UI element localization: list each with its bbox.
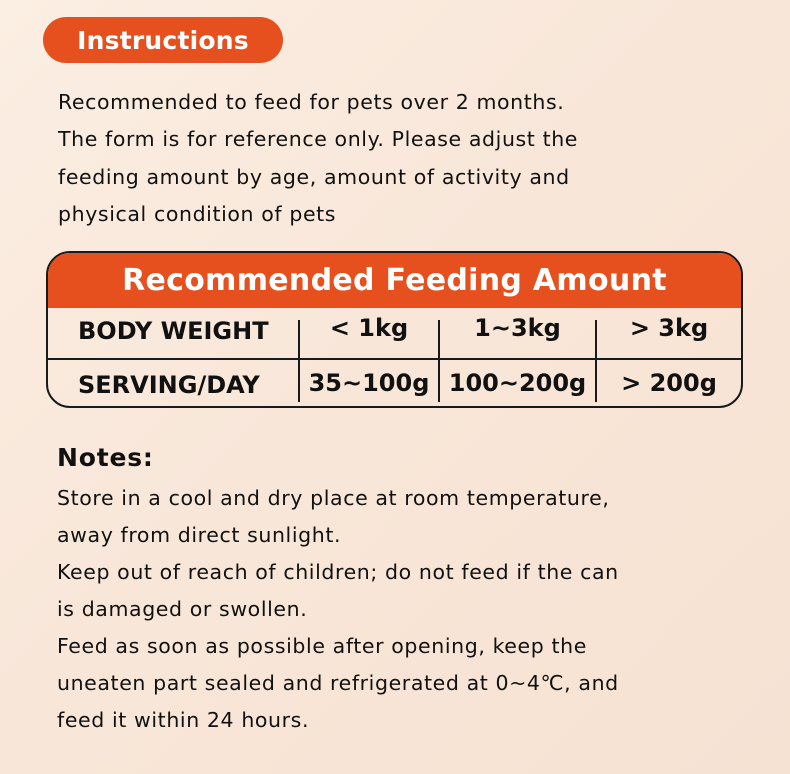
cell-value: 35~100g (308, 369, 430, 397)
notes-line: Feed as soon as possible after opening, keep the (57, 634, 587, 658)
notes-line: Keep out of reach of children; do not feed if the can (57, 560, 619, 584)
intro-line: The form is for reference only. Please adjust the (58, 127, 579, 152)
row-label: SERVING/DAY (78, 371, 260, 399)
instructions-badge (43, 17, 283, 63)
cell-value: < 1kg (329, 314, 409, 342)
notes-title: Notes: (57, 443, 154, 472)
feeding-table (46, 251, 743, 408)
intro-line: Recommended to feed for pets over 2 months. (58, 90, 565, 114)
cell-value: > 3kg (629, 314, 709, 342)
row-label: BODY WEIGHT (78, 317, 269, 345)
cell-value: 100~200g (448, 369, 587, 397)
instructions-badge-label: Instructions (77, 25, 249, 55)
table-row-serving-day (48, 360, 741, 408)
notes-line: feed it within 24 hours. (57, 708, 310, 732)
intro-line: physical condition of pets (58, 201, 337, 226)
intro-line: feeding amount by age, amount of activity and (58, 164, 570, 189)
cell-value: > 200g (621, 369, 717, 397)
table-row-body-weight (48, 308, 741, 360)
cell-value: 1~3kg (474, 314, 561, 342)
notes-line: Store in a cool and dry place at room temperature, (57, 486, 610, 510)
notes-line: away from direct sunlight. (57, 523, 342, 547)
feeding-table-title: Recommended Feeding Amount (48, 253, 741, 308)
notes-text (57, 480, 757, 739)
intro-text (58, 84, 758, 233)
notes-line: is damaged or swollen. (57, 597, 308, 621)
notes-line: uneaten part sealed and refrigerated at 0~4℃, and (57, 671, 619, 695)
